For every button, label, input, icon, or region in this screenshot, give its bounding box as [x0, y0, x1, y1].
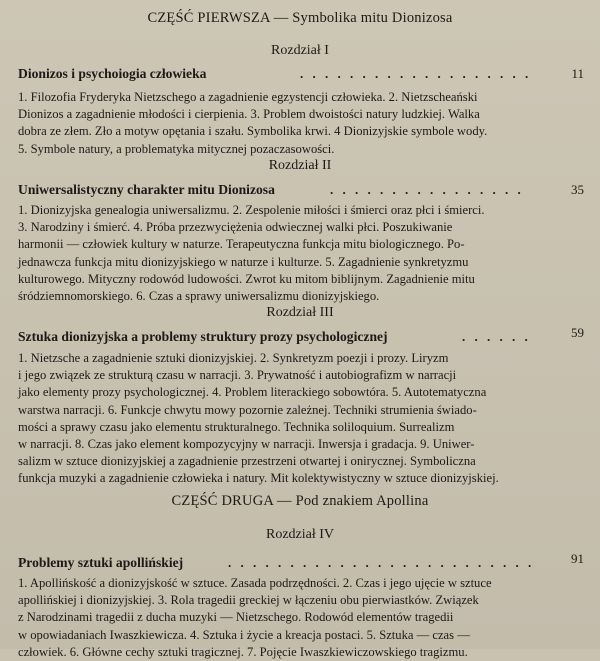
chapter-2-page-number: 35 — [571, 182, 584, 197]
chapter-4-leader-dots: . . . . . . . . . . . . . . . . . . . . . . . . . — [228, 555, 535, 570]
text-line: z Narodzinami tragedii z ducha muzyki — Nietzschego. Rodowód elementów tragedii — [18, 610, 454, 625]
text-line: warstwa narracji. 6. Funkcje chwytu mowy pozornie zależnej. Techniki strumienia świado- — [18, 402, 477, 417]
text-line: jednawcza funkcja mitu dionizyjskiego w naturze i kulturze. 5. Zagadnienie synkretyzmu — [18, 254, 469, 269]
text-line: w opowiadaniach Iwaszkiewicza. 4. Sztuka i życie a kreacja postaci. 5. Sztuka — czas — — [18, 627, 470, 642]
text-line: salizm w sztuce dionizyjskiej a zagadnienie przestrzeni otwartej i onirycznej. Symboliczna — [18, 454, 476, 469]
text-line: śródziemnomorskiego. 6. Czas a sprawy uniwersalizmu dionizyjskiego. — [18, 289, 380, 304]
text-line: 1. Nietzsche a zagadnienie sztuki dionizyjskiej. 2. Synkretyzm poezji i prozy. Liryzm — [18, 351, 449, 365]
text-line: harmonii — człowiek kultury w naturze. Terapeutyczna funkcja mitu biologicznego. Po- — [18, 237, 465, 252]
chapter-4-page-number: 91 — [571, 551, 584, 566]
chapter-3-page-number: 59 — [571, 325, 584, 340]
chapter-4-summary — [18, 575, 584, 661]
chapter-2-leader-dots: . . . . . . . . . . . . . . . . — [330, 182, 524, 197]
chapter-1-leader-dots: . . . . . . . . . . . . . . . . . . . — [300, 66, 532, 81]
chapter-2-summary — [18, 202, 584, 305]
chapter-1-page-number: 11 — [571, 66, 584, 81]
chapter-4-heading: Problemy sztuki apollińskiej — [18, 555, 184, 570]
text-line: kulturowego. Mityczny rodowód ludowości. Zwrot ku mitom biblijnym. Zagadnienie mitu — [18, 271, 475, 286]
text-line: 1. Dionizyjska genealogia uniwersalizmu. 2. Zespolenie miłości i śmierci oraz płci i śmierci. — [18, 203, 485, 217]
part-two-title: CZĘŚĆ DRUGA — Pod znakiem Apollina — [171, 493, 429, 509]
text-line: dobra ze złem. Zło a motyw opętania i szału. Symbolika krwi. 4 Dionizyjskie symbole wody. — [18, 124, 488, 139]
text-line: 5. Symbole natury, a problematyka mitycznej pozaczasowości. — [18, 141, 335, 156]
text-line: apollińskiej i dionizyjskiej. 3. Rola tragedii greckiej w łączeniu obu pierwiastków. Związek — [18, 593, 479, 608]
chapter-3-heading: Sztuka dionizyjska a problemy struktury prozy psychologicznej — [18, 329, 388, 344]
chapter-2-heading: Uniwersalistyczny charakter mitu Dionizosa — [18, 182, 275, 197]
chapter-3-leader-dots: . . . . . . — [462, 329, 531, 344]
chapter-4-label: Rozdział IV — [265, 527, 335, 542]
text-line: i jego związek ze strukturą czasu w narracji. 3. Prywatność i autobiografizm w narracji — [18, 368, 457, 383]
text-line: w narracji. 8. Czas jako element kompozycyjny w narracji. Inwersja i gradacja. 9. Uniwer- — [18, 437, 475, 452]
chapter-3-summary — [18, 350, 584, 488]
chapter-1-label: Rozdział I — [271, 43, 329, 58]
text-line: człowiek. 6. Główne cechy sztuki tragicznej. 7. Pojęcie Iwaszkiewiczowskiego tragizmu. — [18, 644, 468, 659]
chapter-1-summary — [18, 89, 584, 158]
chapter-1-heading: Dionizos i psychoiogia człowieka — [18, 66, 207, 81]
text-line: 1. Filozofia Fryderyka Nietzschego a zagadnienie egzystencji człowieka. 2. Nietzscheański — [18, 90, 478, 104]
chapter-2-label: Rozdział II — [268, 158, 332, 173]
chapter-3-label: Rozdział III — [266, 305, 334, 320]
part-one-title: CZĘŚĆ PIERWSZA — Symbolika mitu Dionizosa — [147, 10, 453, 26]
text-line: Dionizos a zagadnienie młodości i cierpienia. 3. Problem dwoistości natury ludzkiej. Walka — [18, 107, 480, 122]
text-line: jako elementy prozy psychologicznej. 4. Problem literackiego sobowtóra. 5. Autotematyczna — [18, 385, 487, 400]
text-line: 3. Narodziny i śmierć. 4. Próba przezwyciężenia odwiecznej walki płci. Poszukiwanie — [18, 220, 453, 235]
text-line: mości a sprawy czasu jako elementu strukturalnego. Technika soliloquium. Surrealizm — [18, 419, 455, 434]
text-line: funkcja muzyki a zagadnienie człowieka i natury. Mit kolektywistyczny w sztuce dionizyjskiej. — [18, 471, 499, 486]
text-line: 1. Apollińskość a dionizyjskość w sztuce. Zasada podrzędności. 2. Czas i jego ujęcie w sztuce — [18, 576, 492, 590]
